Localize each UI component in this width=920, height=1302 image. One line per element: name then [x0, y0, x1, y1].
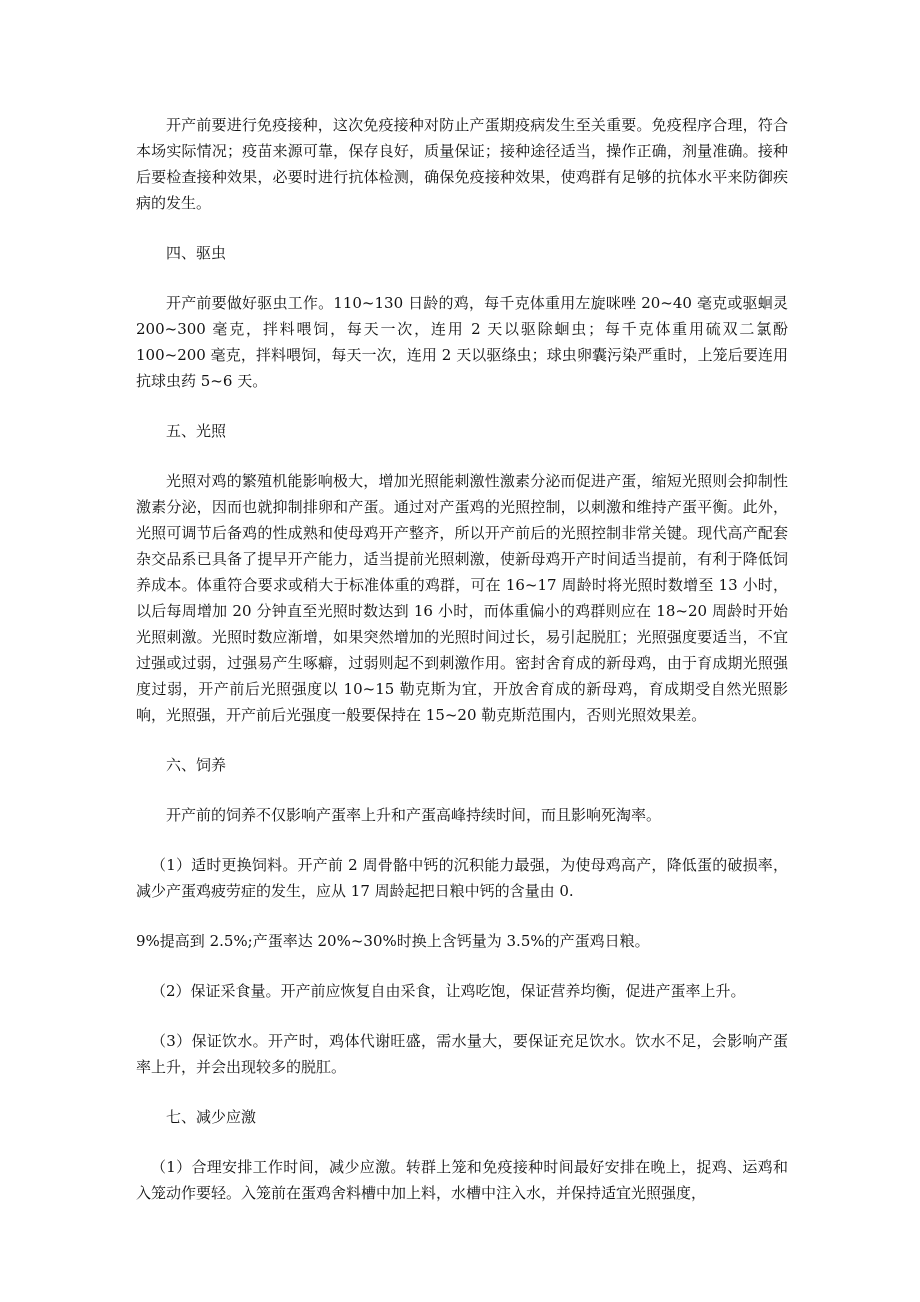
- paragraph-deworm: 开产前要做好驱虫工作。110~130 日龄的鸡，每千克体重用左旋咪唑 20~40 毫克或驱蛔灵 200~300 毫克，拌料喂饲，每天一次，连用 2 天以驱除蛔虫；每千克体重用硫双二氯酚 100~200 毫克，拌料喂饲，每天一次，连用 2 天以驱绦虫；球虫卵囊污染严重时，上笼后要连用抗球虫药 5~6 天。: [136, 294, 788, 390]
- paragraph-stress-item-1: （1）合理安排工作时间，减少应激。转群上笼和免疫接种时间最好安排在晚上，捉鸡、运鸡和入笼动作要轻。入笼前在蛋鸡舍料槽中加上料，水槽中注入水，并保持适宜光照强度，: [136, 1158, 788, 1202]
- paragraph-feeding-item-3: （3）保证饮水。开产时，鸡体代谢旺盛，需水量大，要保证充足饮水。饮水不足，会影响产蛋率上升，并会出现较多的脱肛。: [136, 1032, 788, 1076]
- section-heading-feeding: 六、饲养: [166, 756, 227, 774]
- paragraph-feeding-item-1-continued: 9%提高到 2.5%;产蛋率达 20%~30%时换上含钙量为 3.5%的产蛋鸡日粮。: [136, 932, 650, 950]
- paragraph-feeding-intro: 开产前的饲养不仅影响产蛋率上升和产蛋高峰持续时间，而且影响死淘率。: [166, 806, 662, 824]
- document-page: [136, 112, 788, 1230]
- paragraph-vaccination: 开产前要进行免疫接种，这次免疫接种对防止产蛋期疫病发生至关重要。免疫程序合理，符合本场实际情况；疫苗来源可靠，保存良好，质量保证；接种途径适当，操作正确，剂量准确。接种后要检查接种效果，必要时进行抗体检测，确保免疫接种效果，使鸡群有足够的抗体水平来防御疾病的发生。: [136, 116, 788, 212]
- section-heading-stress: 七、减少应激: [166, 1108, 257, 1126]
- section-heading-light: 五、光照: [166, 422, 227, 440]
- paragraph-feeding-item-2: （2）保证采食量。开产前应恢复自由采食，让鸡吃饱，保证营养均衡，促进产蛋率上升。: [151, 982, 746, 1000]
- paragraph-feeding-item-1: （1）适时更换饲料。开产前 2 周骨骼中钙的沉积能力最强，为使母鸡高产，降低蛋的破损率，减少产蛋鸡疲劳症的发生，应从 17 周龄起把日粮中钙的含量由 0.: [136, 856, 788, 900]
- section-heading-deworm: 四、驱虫: [166, 244, 227, 262]
- paragraph-light: 光照对鸡的繁殖机能影响极大，增加光照能刺激性激素分泌而促进产蛋，缩短光照则会抑制性激素分泌，因而也就抑制排卵和产蛋。通过对产蛋鸡的光照控制，以刺激和维持产蛋平衡。此外，光照可调节后备鸡的性成熟和使母鸡开产整齐，所以开产前后的光照控制非常关键。现代高产配套杂交品系已具备了提早开产能力，适当提前光照刺激，使新母鸡开产时间适当提前，有利于降低饲养成本。体重符合要求或稍大于标准体重的鸡群，可在 16~17 周龄时将光照时数增至 13 小时，以后每周增加 20 分钟直至光照时数达到 16 小时，而体重偏小的鸡群则应在 18~20 周龄时开始光照刺激。光照时数应渐增，如果突然增加的光照时间过长，易引起脱肛；光照强度要适当，不宜过强或过弱，过强易产生啄癖，过弱则起不到刺激作用。密封舍育成的新母鸡，由于育成期光照强度过弱，开产前后光照强度以 10~15 勒克斯为宜，开放舍育成的新母鸡，育成期受自然光照影响，光照强，开产前后光强度一般要保持在 15~20 勒克斯范围内，否则光照效果差。: [136, 472, 788, 724]
